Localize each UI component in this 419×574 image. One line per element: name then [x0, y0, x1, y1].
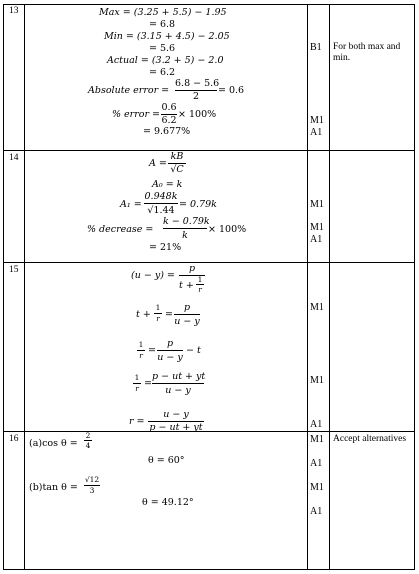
- equation-5-denominator: p − ut + yt: [149, 422, 203, 433]
- mark-m1: M1: [310, 222, 324, 233]
- mark-a1: A1: [310, 127, 323, 138]
- equation-1-denominator: t +: [179, 280, 194, 291]
- decrease-multiplier: × 100%: [208, 224, 247, 235]
- equals: =: [144, 378, 152, 389]
- actual-result: = 6.2: [149, 67, 176, 78]
- question-number: 14: [9, 153, 19, 163]
- fraction-bar: [152, 383, 204, 384]
- max-result: = 6.8: [149, 19, 176, 30]
- equation-1-lhs: (u − y) =: [131, 270, 175, 281]
- mark-b1: B1: [310, 42, 322, 53]
- part-b-label: (b)tan θ =: [29, 482, 78, 493]
- a1-label: A₁ =: [120, 199, 142, 210]
- question-number: 16: [9, 434, 19, 444]
- comment: For both max and min.: [333, 42, 401, 64]
- question-number: 15: [9, 265, 19, 275]
- equation-2-lhs: t +: [136, 309, 151, 320]
- mark-a1: A1: [310, 506, 323, 517]
- decrease-result: = 21%: [149, 242, 182, 253]
- min-line: Min = (3.15 + 4.5) − 2.05: [104, 31, 230, 42]
- absolute-error-denominator: 2: [192, 91, 200, 102]
- part-a-result: θ = 60°: [148, 455, 185, 466]
- comment: Accept alternatives: [333, 434, 407, 444]
- fraction-bar: [174, 314, 200, 315]
- table-border-bottom: [3, 569, 415, 570]
- equals: =: [165, 309, 173, 320]
- equation-1-numerator: p: [188, 263, 196, 274]
- equation-3-lhs-denominator: r: [139, 351, 143, 360]
- equation-3-denominator: u − y: [157, 352, 183, 363]
- percent-error-result: = 9.677%: [143, 126, 191, 137]
- part-b-numerator: √12: [84, 475, 100, 484]
- mark-m1: M1: [310, 375, 324, 386]
- column-divider: [329, 4, 330, 570]
- part-b-denominator: 3: [89, 486, 95, 495]
- decrease-denominator: k: [182, 230, 188, 241]
- a-numerator: kB: [170, 151, 184, 162]
- decrease-label: % decrease =: [87, 224, 154, 235]
- question-number: 13: [9, 6, 19, 16]
- row-divider: [3, 262, 415, 263]
- absolute-error-label: Absolute error =: [88, 85, 170, 96]
- equation-4-lhs-denominator: r: [135, 384, 139, 393]
- fraction-bar: [163, 228, 207, 229]
- equation-4-numerator: p − ut + yt: [152, 371, 206, 382]
- column-divider: [24, 4, 25, 570]
- row-divider: [3, 150, 415, 151]
- mark-m1: M1: [310, 434, 324, 445]
- marking-scheme-table: [3, 4, 415, 570]
- part-b-result: θ = 49.12°: [142, 497, 194, 508]
- equation-2-numerator: p: [183, 302, 191, 313]
- equation-3-numerator: p: [166, 338, 174, 349]
- equation-2-lhs-denominator: r: [156, 314, 160, 323]
- mark-a1: A1: [310, 419, 323, 430]
- a-denominator: √C: [170, 164, 184, 175]
- min-result: = 5.6: [149, 43, 176, 54]
- part-a-label: (a)cos θ =: [29, 438, 78, 449]
- part-a-denominator: 4: [85, 441, 91, 450]
- equation-5-numerator: u − y: [163, 409, 189, 420]
- equation-4-denominator: u − y: [165, 385, 191, 396]
- mark-m1: M1: [310, 115, 324, 126]
- equation-2-denominator: u − y: [174, 316, 200, 327]
- absolute-error-numerator: 6.8 − 5.6: [175, 78, 220, 89]
- nested-numerator: 1: [197, 275, 203, 284]
- table-border-right: [414, 4, 415, 570]
- mark-a1: A1: [310, 234, 323, 245]
- max-line: Max = (3.25 + 5.5) − 1.95: [99, 7, 227, 18]
- mark-m1: M1: [310, 482, 324, 493]
- equals: =: [148, 345, 156, 356]
- percent-error-denominator: 6.2: [161, 115, 177, 126]
- equation-3-lhs-numerator: 1: [138, 340, 144, 349]
- percent-error-multiplier: × 100%: [178, 109, 217, 120]
- a1-numerator: 0.948k: [144, 191, 178, 202]
- mark-a1: A1: [310, 458, 323, 469]
- percent-error-label: % error =: [112, 109, 160, 120]
- mark-m1: M1: [310, 199, 324, 210]
- a1-result: = 0.79k: [179, 199, 217, 210]
- actual-line: Actual = (3.2 + 5) − 2.0: [107, 55, 224, 66]
- table-border-left: [3, 4, 4, 570]
- a-label: A =: [149, 158, 167, 169]
- a0-line: A₀ = k: [152, 179, 183, 190]
- equation-3-rhs: − t: [186, 345, 201, 356]
- percent-error-numerator: 0.6: [161, 102, 177, 113]
- equation-5-lhs: r =: [129, 416, 145, 427]
- row-divider: [3, 431, 415, 432]
- decrease-numerator: k − 0.79k: [163, 216, 210, 227]
- table-border-top: [3, 4, 415, 5]
- equation-4-lhs-numerator: 1: [134, 373, 140, 382]
- part-a-numerator: 2: [85, 431, 91, 440]
- a1-denominator: √1.44: [147, 205, 175, 216]
- mark-m1: M1: [310, 302, 324, 313]
- nested-denominator: r: [198, 285, 202, 294]
- fraction-bar: [157, 350, 183, 351]
- column-divider: [307, 4, 308, 570]
- absolute-error-result: = 0.6: [218, 85, 245, 96]
- fraction-bar: [144, 203, 178, 204]
- equation-2-lhs-numerator: 1: [155, 303, 161, 312]
